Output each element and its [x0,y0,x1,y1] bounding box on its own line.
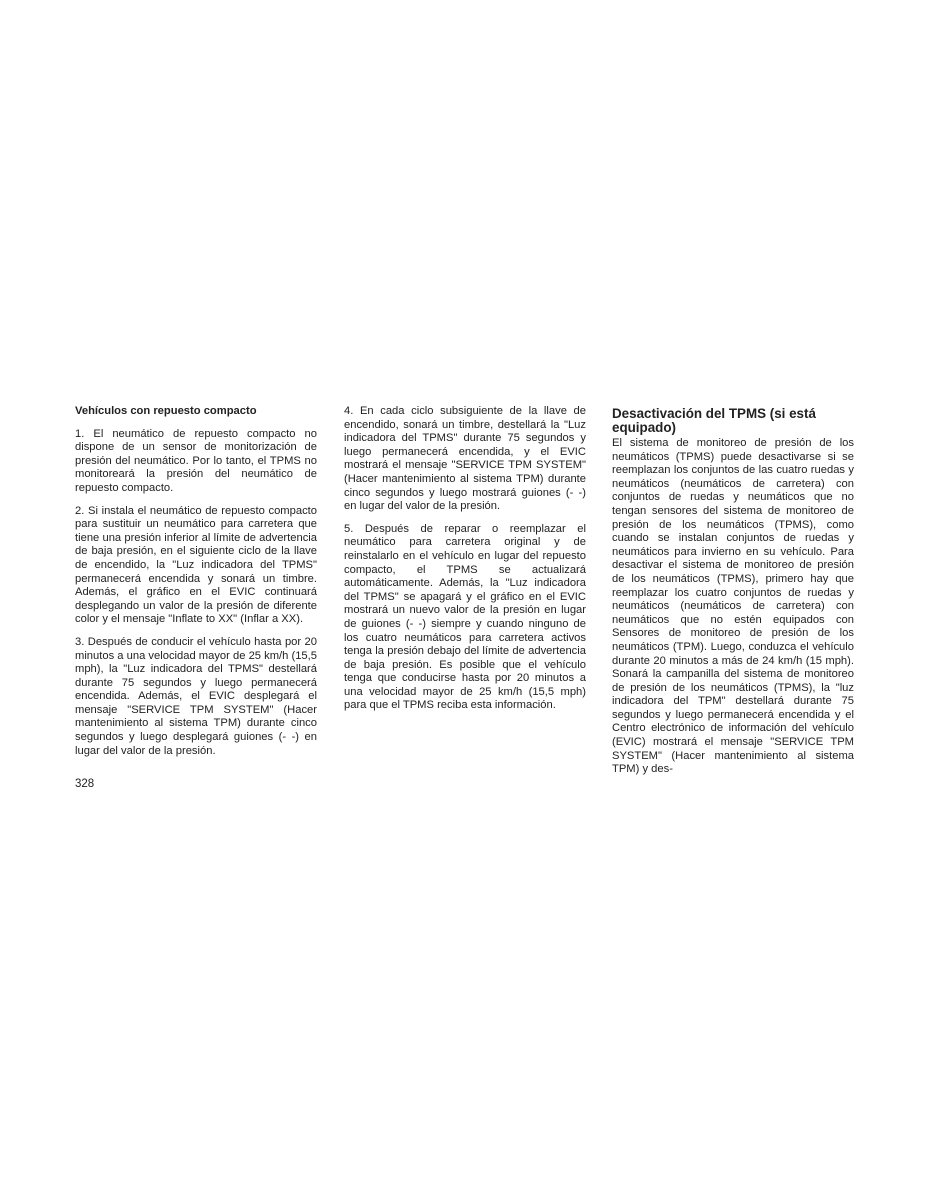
paragraph-item-2: 2. Si instala el neumático de repuesto compacto para sustituir un neumático para carretera que tiene una presión inferior al límite de advertencia de baja presión, en el siguiente ciclo de la llave de encendido, la "Luz indicadora del TPMS" permanecerá encendida y sonará un timbre. Además, el gráfico en el EVIC continuará desplegando un valor de la presión de diferente color y el mensaje "Inflate to XX" (Inflar a XX). [75,504,317,626]
paragraph-item-3: 3. Después de conducir el vehículo hasta por 20 minutos a una velocidad mayor de 25 km/h (15,5 mph), la "Luz indicadora del TPMS" destellará durante 75 segundos y luego permanecerá encendida. Además, el EVIC desplegará el mensaje "SERVICE TPM SYSTEM" (Hacer mantenimiento al sistema TPM) durante cinco segundos y luego desplegará guiones (- -) en lugar del valor de la presión. [75,635,317,757]
page-number: 328 [75,778,95,790]
section-title: Desactivación del TPMS (si está equipado) [612,406,816,435]
column-right [612,405,854,777]
paragraph-item-1: 1. El neumático de repuesto compacto no dispone de un sensor de monitorización de presión del neumático. Por lo tanto, el TPMS no monitoreará la presión del neumático de repuesto compacto. [75,427,317,494]
paragraph-item-5: 5. Después de reparar o reemplazar el neumático para carretera original y de reinstalarlo en el vehículo en lugar del repuesto compacto, el TPMS se actualizará automáticamente. Además, la "Luz indicadora del TPMS" se apagará y el gráfico en el EVIC mostrará un nuevo valor de la presión en lugar de guiones (- -) siempre y cuando ninguno de los cuatro neumáticos para carretera activos tenga la presión debajo del límite de advertencia de baja presión. Es posible que el vehículo tenga que conducirse hasta por 20 minutos a una velocidad mayor de 25 km/h (15,5 mph) para que el TPMS reciba esta información. [344,522,586,712]
paragraph-body: El sistema de monitoreo de presión de los neumáticos (TPMS) puede desactivarse si se reemplazan los conjuntos de las cuatro ruedas y neumáticos (neumáticos de carretera) con conjuntos de ruedas y neumáticos que no tengan sensores del sistema de monitoreo de presión de los neumáticos (TPMS), como cuando se instalan conjuntos de ruedas y neumáticos para invierno en su vehículo. Para desactivar el sistema de monitoreo de presión de los neumáticos (TPMS), primero hay que reemplazar los cuatro conjuntos de ruedas y neumáticos (neumáticos de carretera) con neumáticos que no estén equipados con Sensores de monitoreo de presión de los neumáticos (TPM). Luego, conduzca el vehículo durante 20 minutos a más de 24 km/h (15 mph). Sonará la campanilla del sistema de monitoreo de presión de los neumáticos (TPMS), la "luz indicadora del TPM" destellará durante 75 segundos y luego permanecerá encendida y el Centro electrónico de información del vehículo (EVIC) mostrará el mensaje "SERVICE TPM SYSTEM" (Hacer mantenimiento al sistema TPM) y des- [612,437,854,776]
section-heading: Vehículos con repuesto compacto [75,405,257,417]
column-left [75,405,317,767]
column-middle [344,405,586,722]
paragraph-item-4: 4. En cada ciclo subsiguiente de la llave de encendido, sonará un timbre, destellará la "Luz indicadora del TPMS" durante 75 segundos y luego permanecerá encendida, y el EVIC mostrará el mensaje "SERVICE TPM SYSTEM" (Hacer mantenimiento al sistema TPM) durante cinco segundos y luego mostrará guiones (- -) en lugar del valor de la presión. [344,405,586,513]
